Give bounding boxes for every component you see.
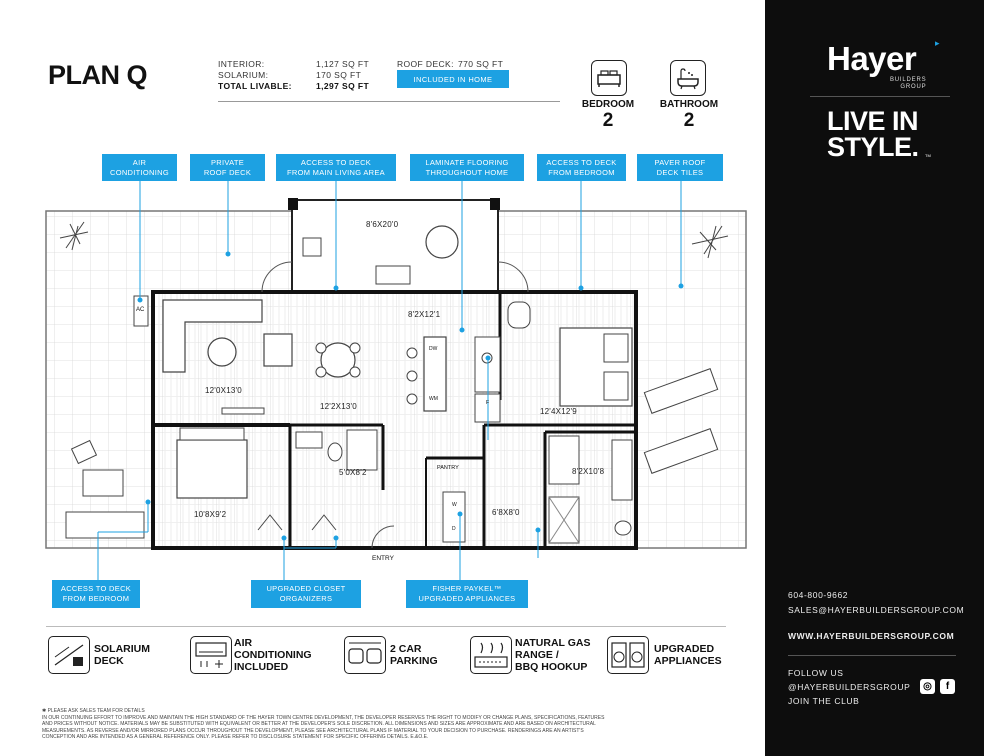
kitchen-dim: 8'2X12'1	[408, 310, 441, 319]
callout-laminate: LAMINATE FLOORING THROUGHOUT HOME	[410, 154, 524, 181]
asterisk-icon: ✱	[42, 708, 48, 714]
instagram-icon[interactable]: ◎	[920, 679, 935, 694]
bedroom-count: 2	[602, 110, 614, 131]
follow-us: FOLLOW US	[788, 668, 844, 678]
feature-solarium: SOLARIUM DECK	[94, 643, 150, 667]
primary-bed-dim: 12'4X12'9	[540, 407, 577, 416]
solarium-value: 170 SQ FT	[316, 70, 362, 80]
email[interactable]: SALES@HAYERBUILDERSGROUP.COM	[788, 605, 965, 615]
sidebar-divider-bottom	[788, 655, 956, 656]
feature-appliances: UPGRADED APPLIANCES	[654, 643, 722, 667]
callout-closet-organizers: UPGRADED CLOSET ORGANIZERS	[251, 580, 361, 608]
ac-label: AC	[136, 307, 145, 313]
roof-deck-value: 770 SQ FT	[458, 59, 504, 69]
solarium-dim: 8'6X20'0	[366, 220, 399, 229]
slogan: LIVE IN STYLE.	[827, 106, 919, 162]
solarium-icon	[48, 636, 90, 674]
brand-sub: BUILDERS GROUP	[890, 77, 927, 90]
washer-label: W	[452, 502, 457, 508]
social-handle[interactable]: @HAYERBUILDERSGROUP	[788, 682, 911, 692]
feature-air-conditioning: AIR CONDITIONING INCLUDED	[234, 637, 312, 673]
plan-title: PLAN Q	[48, 60, 148, 90]
callout-paver-tiles: PAVER ROOF DECK TILES	[637, 154, 723, 181]
bathroom-label: BATHROOM	[659, 99, 719, 110]
sidebar-divider-top	[810, 96, 950, 97]
feature-parking: 2 CAR PARKING	[390, 643, 438, 667]
solarium-label: SOLARIUM:	[218, 70, 269, 80]
pantry-label: PANTRY	[437, 465, 459, 471]
website[interactable]: WWW.HAYERBUILDERSGROUP.COM	[788, 631, 955, 641]
roof-deck-label: ROOF DECK:	[397, 59, 454, 69]
wm-label: WM	[429, 396, 438, 402]
feature-gas-range: NATURAL GAS RANGE / BBQ HOOKUP	[515, 637, 591, 673]
logo-arrow-icon: ▸	[935, 38, 940, 48]
phone[interactable]: 604-800-9662	[788, 590, 849, 600]
callout-private-roof-deck: PRIVATE ROOF DECK	[190, 154, 265, 181]
trademark: TM	[925, 153, 931, 158]
dw-label: DW	[429, 346, 438, 352]
join-club[interactable]: JOIN THE CLUB	[788, 696, 860, 706]
total-label: TOTAL LIVABLE:	[218, 81, 292, 91]
air-conditioning-icon	[190, 636, 232, 674]
bedroom-label: BEDROOM	[581, 99, 635, 110]
facebook-icon[interactable]: f	[940, 679, 955, 694]
bedroom2-dim: 10'8X9'2	[194, 510, 227, 519]
ensuite-dim: 8'2X10'8	[572, 467, 605, 476]
features-divider	[46, 626, 726, 627]
dryer-label: D	[452, 526, 456, 532]
interior-value: 1,127 SQ FT	[316, 59, 370, 69]
callout-fisher-paykel: FISHER PAYKEL™ UPGRADED APPLIANCES	[406, 580, 528, 608]
callout-air-conditioning: AIR CONDITIONING	[102, 154, 177, 181]
gas-range-icon	[470, 636, 512, 674]
total-value: 1,297 SQ FT	[316, 81, 370, 91]
fridge-label: F	[486, 400, 490, 406]
bathroom-count: 2	[683, 110, 695, 131]
hall-dim: 6'8X8'0	[492, 508, 520, 517]
living-dim: 12'0X13'0	[205, 386, 242, 395]
included-badge: INCLUDED IN HOME	[397, 70, 509, 88]
dining-dim: 12'2X13'0	[320, 402, 357, 411]
callout-deck-main-living: ACCESS TO DECK FROM MAIN LIVING AREA	[276, 154, 396, 181]
disclaimer: ✱ PLEASE ASK SALES TEAM FOR DETAILS IN OUR CONTINUING EFFORT TO IMPROVE AND MAINTAIN THE HIGH STANDARD OF THE HAYER TOWN CENTRE DEVELOPMENT, THE DEVELOPER RESERVES THE RIGHT TO MODIFY OR CHANGE PLANS, SPECIFICATIONS, FEATURES AND PRICES WITHOUT NOTICE. MATERIALS MAY BE SUBSTITUTED WITH EQUIVALENT OR BETTER AT THE DEVELOPER'S SOLE DISCRETION. ALL DIMENSIONS AND SIZES ARE APPROXIMATE AND ARE BASED ON ARCHITECTURAL MEASUREMENTS. AS REVERSE AND/OR MIRRORED PLANS OCCUR THROUGHOUT THE DEVELOPMENT, PLEASE SEE ARCHITECTURAL PLANS IF MATERIAL TO YOUR DECISION TO PURCHASE. RENDERINGS ARE AN ARTIST'S CONCEPTION AND ARE INTENDED AS A GENERAL REFERENCE ONLY. PLEASE REFER TO DISCLOSURE STATEMENT FOR SPECIFIC OFFERING DETAILS. E.&O.E.	[42, 708, 605, 740]
appliances-icon	[607, 636, 649, 674]
callout-deck-bedroom: ACCESS TO DECK FROM BEDROOM	[537, 154, 626, 181]
entry-label: ENTRY	[372, 555, 394, 562]
interior-label: INTERIOR:	[218, 59, 265, 69]
parking-icon	[344, 636, 386, 674]
callout-deck-bedroom-2: ACCESS TO DECK FROM BEDROOM	[52, 580, 140, 608]
brand-logo: Hayer	[827, 40, 917, 77]
bath-dim: 5'0X8'2	[339, 468, 367, 477]
sidebar	[765, 0, 984, 756]
